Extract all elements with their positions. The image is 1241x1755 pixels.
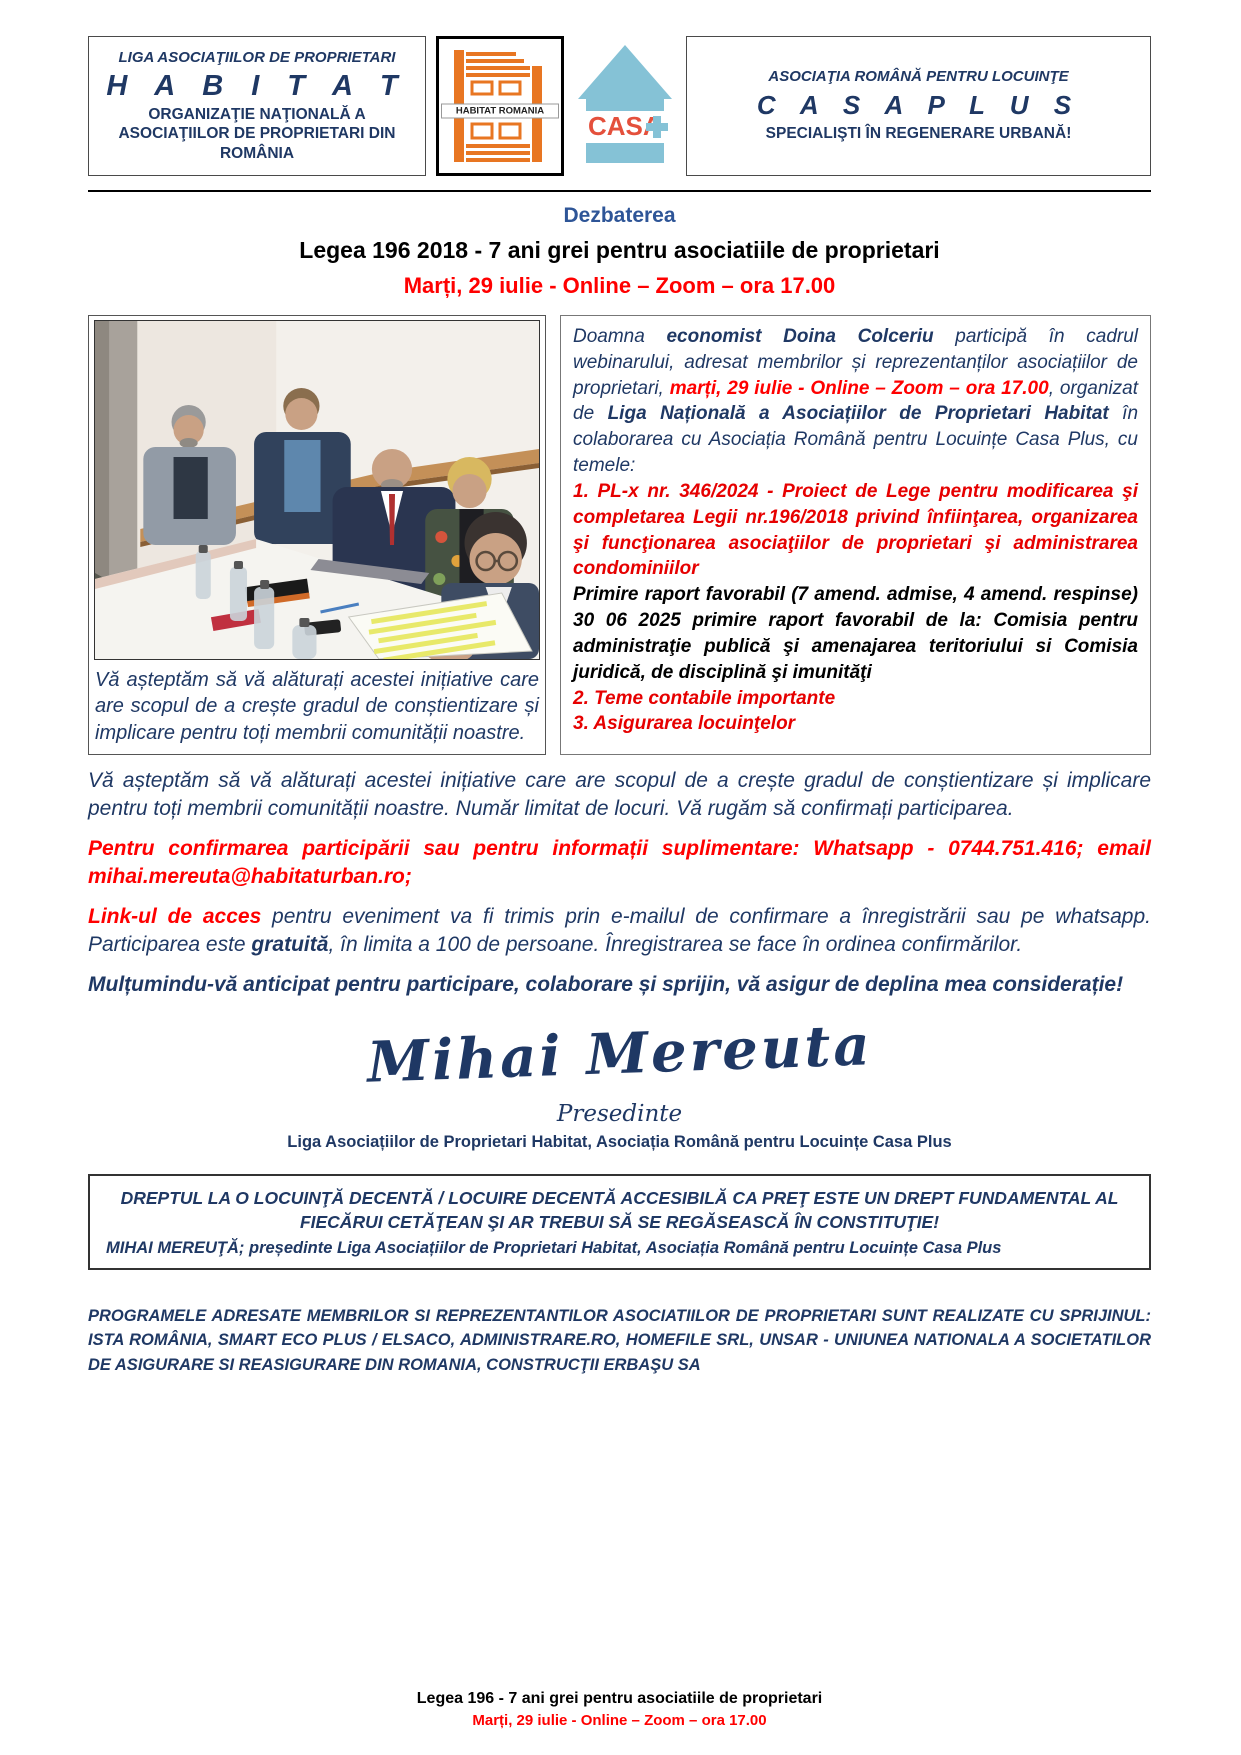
invitation-paragraph: Vă așteptăm să vă alăturați acestei inițiative care are scopul de a crește gradul de conștientizare și implicare pentru toți membrii comunității noastre. Număr limitat de locuri. Vă rugăm să confirmați participarea. — [88, 769, 1151, 821]
topic-1: 1. PL-x nr. 346/2024 - Proiect de Lege pentru modificarea şi completarea Legii nr.196/2018 privind înfiinţarea, organizarea şi funcţionarea asociaţiilor de proprietari şi administrarea condominiilor — [573, 480, 1138, 580]
svg-text:CASA: CASA — [588, 111, 662, 141]
title-block — [88, 204, 1151, 299]
photo-column — [88, 315, 546, 755]
header-divider — [88, 190, 1151, 192]
conference-photo — [95, 321, 539, 659]
access-seg2: pentru eveniment va fi trimis prin e-mailul de confirmare a înregistrării sau pe whatsapp. Participarea este — [88, 904, 1151, 956]
intro-seg3: participă în cadrul webinarului, adresat membrilor și reprezentanților asociațiilor de proprietari, — [573, 326, 1139, 399]
access-link-paragraph — [88, 903, 1151, 959]
org-left-line3: ORGANIZAŢIE NAŢIONALĂ A ASOCIAŢIILOR DE PROPRIETARI DIN ROMÂNIA — [118, 105, 396, 162]
motto-box — [88, 1174, 1151, 1270]
org-right-line1: ASOCIAŢIA ROMÂNĂ PENTRU LOCUINŢE — [768, 68, 1069, 86]
event-kicker: Dezbaterea — [563, 204, 676, 227]
free-highlight: gratuită — [251, 932, 329, 956]
org-left-line1: LIGA ASOCIAŢIILOR DE PROPRIETARI — [118, 49, 396, 67]
header — [88, 36, 1151, 176]
org-box-habitat — [88, 36, 426, 176]
access-link-highlight: Link-ul de acces — [88, 904, 262, 928]
casa-plus-logo — [574, 36, 676, 176]
intro-seg5: , organizat de — [573, 377, 1138, 425]
page-footer — [88, 1690, 1151, 1729]
signature-block — [88, 1011, 1151, 1152]
topic-1-note: Primire raport favorabil (7 amend. admise, 4 amend. respinse) 30 06 2025 primire raport favorabil de la: Comisia pentru administraţie publică şi amenajarea teritoriului si Comisia juridică, de disciplină şi imunităţi — [573, 584, 1138, 683]
content-columns — [88, 315, 1151, 755]
signature-name: Mihai Mereuta — [365, 1011, 874, 1096]
org-left-habitat-title: H A B I T A T — [106, 69, 408, 102]
org-right-line3: SPECIALIŞTI ÎN REGENERARE URBANĂ! — [765, 125, 1072, 143]
habitat-logo-label: HABITAT ROMANIA — [441, 104, 559, 119]
topic-3: 3. Asigurarea locuinţelor — [573, 713, 796, 735]
intro-date-highlight: marți, 29 iulie - Online – Zoom – ora 17.00 — [669, 377, 1049, 399]
intro-paragraph — [573, 324, 1138, 479]
footer-date: Marți, 29 iulie - Online – Zoom – ora 17.00 — [472, 1712, 767, 1729]
event-date: Marți, 29 iulie - Online – Zoom – ora 17.00 — [403, 273, 836, 298]
sponsors-paragraph: PROGRAMELE ADRESATE MEMBRILOR SI REPREZENTANTILOR ASOCIATIILOR DE PROPRIETARI SUNT REALIZATE CU SPRIJINUL: ISTA ROMÂNIA, SMART ECO PLUS / ELSACO, ADMINISTRARE.RO, HOMEFILE SRL, UNSAR - UNIUNEA NATIONALA A SOCIETATILOR DE ASIGURARE SI REASIGURARE DIN ROMANIA, CONSTRUCŢII ERBAŞU SA — [88, 1306, 1151, 1375]
org-box-casa-plus — [686, 36, 1151, 176]
motto-attribution: MIHAI MEREUŢĂ; președinte Liga Asociațiilor de Proprietari Habitat, Asociația Română pentru Locuințe Casa Plus — [106, 1238, 1002, 1257]
thanks-paragraph: Mulțumindu-vă anticipat pentru participare, colaborare și sprijin, vă asigur de deplina mea considerație! — [88, 972, 1124, 996]
photo-caption: Vă așteptăm să vă alăturați acestei inițiative care are scopul de a crește gradul de conștientizare și implicare pentru toți membrii comunității noastre. — [95, 669, 539, 744]
intro-seg1: Doamna — [573, 326, 667, 347]
signature-role: Presedinte — [556, 1100, 683, 1127]
casa-plus-house-icon — [576, 41, 674, 171]
signature-organizations: Liga Asociațiilor de Proprietari Habitat, Asociația Română pentru Locuințe Casa Plus — [287, 1132, 952, 1151]
topic-2: 2. Teme contabile importante — [573, 687, 836, 709]
organizer-name: Liga Națională a Asociațiilor de Proprietari Habitat — [607, 403, 1109, 425]
footer-title: Legea 196 - 7 ani grei pentru asociatiile de proprietari — [416, 1690, 823, 1707]
motto-text: DREPTUL LA O LOCUINŢĂ DECENTĂ / LOCUIRE DECENTĂ ACCESIBILĂ CA PREŢ ESTE UN DREPT FUNDAMENTAL AL FIECĂRUI CETĂŢEAN ŞI AR TREBUI SĂ SE REGĂSEASCĂ ÎN CONSTITUŢIE! — [120, 1187, 1119, 1233]
org-right-casaplus-title: C A S A P L U S — [756, 90, 1081, 121]
habitat-romania-logo — [436, 36, 564, 176]
access-seg4: , în limita a 100 de persoane. Înregistrarea se face în ordinea confirmărilor. — [328, 932, 1023, 956]
event-title: Legea 196 2018 - 7 ani grei pentru asociatiile de proprietari — [299, 237, 940, 263]
event-details-panel — [560, 315, 1151, 755]
speaker-name: economist Doina Colceriu — [666, 326, 934, 347]
intro-seg7: în colaborarea cu Asociația Română pentru Locuințe Casa Plus, cu temele: — [573, 403, 1139, 477]
confirmation-contact-paragraph: Pentru confirmarea participării sau pentru informații suplimentare: Whatsapp - 0744.751.416; email mihai.mereuta@habitaturban.ro; — [88, 837, 1151, 888]
